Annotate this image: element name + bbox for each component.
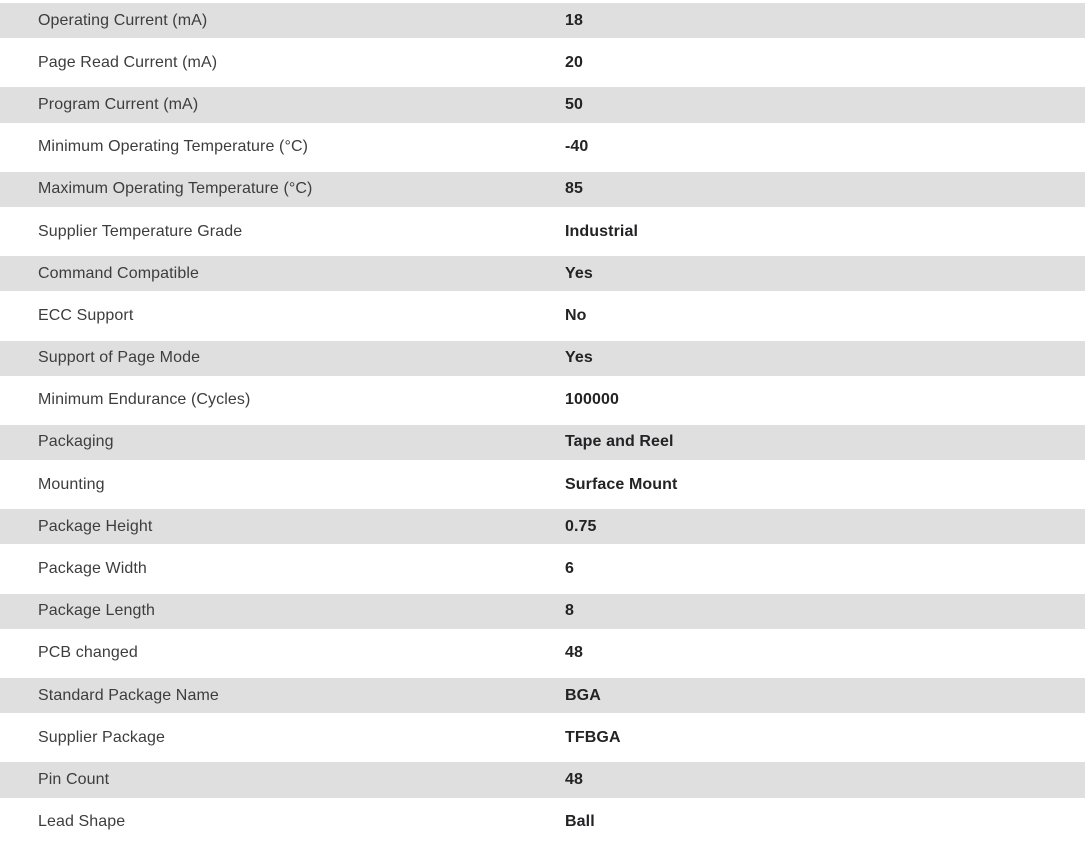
- spec-label: Program Current (mA): [38, 95, 199, 113]
- spec-row: [0, 464, 1085, 506]
- spec-label: Minimum Operating Temperature (°C): [38, 138, 309, 156]
- spec-row: [0, 253, 1085, 295]
- spec-value: 20: [565, 53, 583, 71]
- spec-row: [0, 422, 1085, 464]
- spec-label: Supplier Package: [38, 728, 166, 746]
- spec-row: [0, 169, 1085, 211]
- spec-value: 100000: [565, 391, 619, 409]
- spec-row: [0, 380, 1085, 422]
- spec-row: [0, 633, 1085, 675]
- spec-value: Tape and Reel: [565, 433, 674, 451]
- spec-row: [0, 127, 1085, 169]
- spec-label: Pin Count: [38, 770, 110, 788]
- spec-value: 50: [565, 95, 583, 113]
- spec-label: Mounting: [38, 475, 105, 493]
- spec-value: 6: [565, 560, 574, 578]
- spec-label: Packaging: [38, 433, 114, 451]
- spec-row: [0, 506, 1085, 548]
- spec-value: Yes: [565, 349, 593, 367]
- spec-label: Page Read Current (mA): [38, 53, 218, 71]
- spec-value: 0.75: [565, 517, 597, 535]
- spec-row: [0, 675, 1085, 717]
- spec-value: Yes: [565, 264, 593, 282]
- spec-label: ECC Support: [38, 306, 134, 324]
- spec-label: Support of Page Mode: [38, 349, 201, 367]
- spec-value: -40: [565, 138, 589, 156]
- spec-row: [0, 548, 1085, 590]
- spec-row: [0, 759, 1085, 801]
- spec-value: 85: [565, 180, 583, 198]
- spec-row: [0, 295, 1085, 337]
- spec-value: Ball: [565, 813, 595, 831]
- spec-row: [0, 84, 1085, 126]
- spec-label: Package Height: [38, 517, 153, 535]
- spec-row: [0, 717, 1085, 759]
- spec-row: [0, 802, 1085, 844]
- spec-label: PCB changed: [38, 644, 138, 662]
- spec-value: 48: [565, 644, 583, 662]
- spec-label: Maximum Operating Temperature (°C): [38, 180, 313, 198]
- spec-row: [0, 591, 1085, 633]
- spec-value: 18: [565, 11, 583, 29]
- spec-row: [0, 42, 1085, 84]
- spec-label: Package Width: [38, 560, 147, 578]
- spec-label: Supplier Temperature Grade: [38, 222, 243, 240]
- spec-row: [0, 211, 1085, 253]
- spec-value: Surface Mount: [565, 475, 678, 493]
- spec-row: [0, 338, 1085, 380]
- spec-value: 8: [565, 602, 574, 620]
- spec-label: Package Length: [38, 602, 156, 620]
- spec-label: Minimum Endurance (Cycles): [38, 391, 251, 409]
- spec-row: [0, 0, 1085, 42]
- spec-value: TFBGA: [565, 728, 621, 746]
- spec-label: Lead Shape: [38, 813, 126, 831]
- spec-value: 48: [565, 770, 583, 788]
- spec-value: Industrial: [565, 222, 639, 240]
- spec-value: No: [565, 306, 587, 324]
- spec-value: BGA: [565, 686, 601, 704]
- spec-label: Command Compatible: [38, 264, 199, 282]
- spec-label: Standard Package Name: [38, 686, 219, 704]
- spec-label: Operating Current (mA): [38, 11, 208, 29]
